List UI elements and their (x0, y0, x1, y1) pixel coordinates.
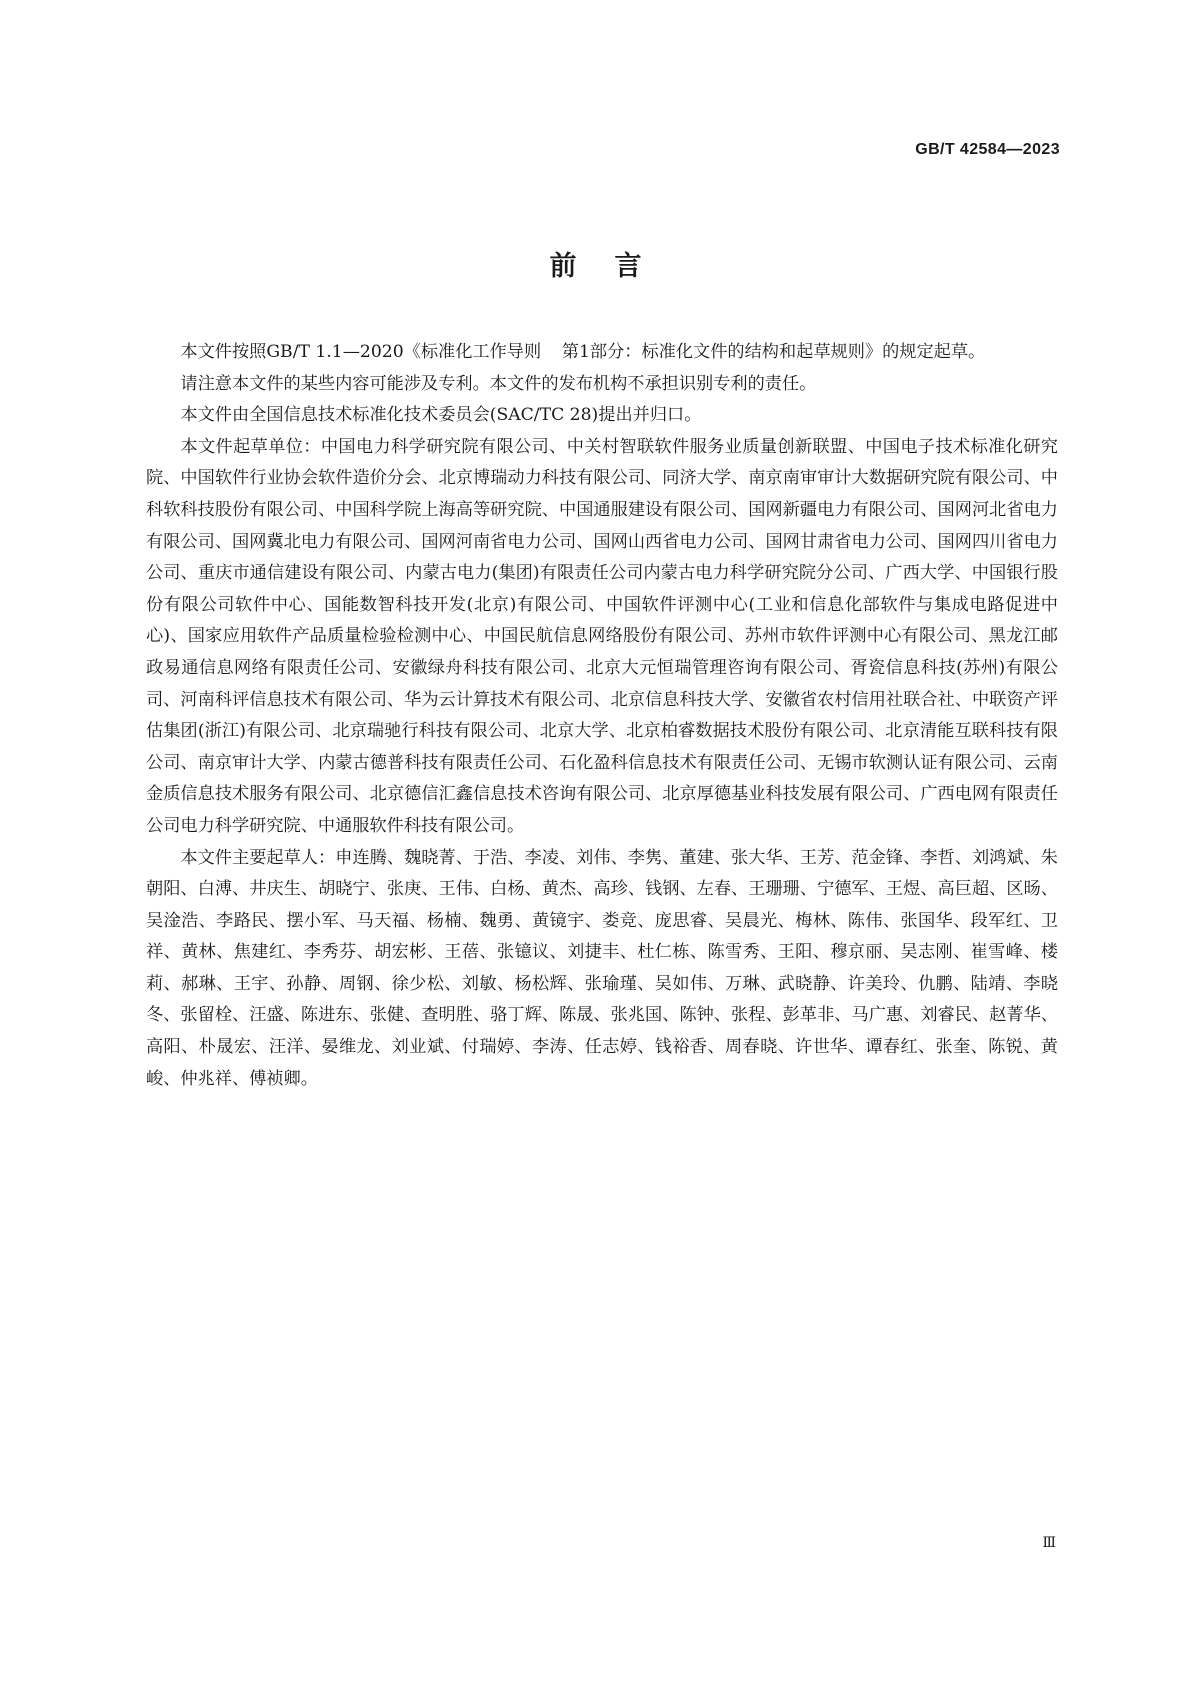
paragraph-patent-notice: 请注意本文件的某些内容可能涉及专利。本文件的发布机构不承担识别专利的责任。 (180, 373, 817, 394)
page-title: 前言 (549, 251, 680, 282)
paragraph-drafting-rules-part1: 本文件按照GB/T 1.1—2020《标准化工作导则 (180, 342, 542, 362)
page-number: Ⅲ (1042, 1535, 1056, 1551)
document-body (146, 337, 1058, 1095)
paragraph-drafting-rules-part2: 第1部分：标准化文件的结构和起草规则》的规定起草。 (561, 342, 986, 362)
paragraph-drafting-organizations: 本文件起草单位：中国电力科学研究院有限公司、中关村智联软件服务业质量创新联盟、中国电子技术标准化研究院、中国软件行业协会软件造价分会、北京博瑞动力科技有限公司、同济大学、南京南审审计大数据研究院有限公司、中科软科技股份有限公司、中国科学院上海高等研究院、中国通服建设有限公司、国网新疆电力有限公司、国网河北省电力有限公司、国网冀北电力有限公司、国网河南省电力公司、国网山西省电力公司、国网甘肃省电力公司、国网四川省电力公司、重庆市通信建设有限公司、内蒙古电力(集团)有限责任公司内蒙古电力科学研究院分公司、广西大学、中国银行股份有限公司软件中心、国能数智科技开发(北京)有限公司、中国软件评测中心(工业和信息化部软件与集成电路促进中心)、国家应用软件产品质量检验检测中心、中国民航信息网络股份有限公司、苏州市软件评测中心有限公司、黑龙江邮政易通信息网络有限责任公司、安徽绿舟科技有限公司、北京大元恒瑞管理咨询有限公司、胥瓷信息科技(苏州)有限公司、河南科评信息技术有限公司、华为云计算技术有限公司、北京信息科技大学、安徽省农村信用社联合社、中联资产评估集团(浙江)有限公司、北京瑞驰行科技有限公司、北京大学、北京柏睿数据技术股份有限公司、北京清能互联科技有限公司、南京审计大学、内蒙古德普科技有限责任公司、石化盈科信息技术有限责任公司、无锡市软测认证有限公司、云南金质信息技术服务有限公司、北京德信汇鑫信息技术咨询有限公司、北京厚德基业科技发展有限公司、广西电网有限责任公司电力科学研究院、中通服软件科技有限公司。 (146, 436, 1058, 836)
paragraph-drafting-rules (146, 337, 1058, 369)
standard-number: GB/T 42584—2023 (915, 141, 1060, 158)
paragraph-proposer: 本文件由全国信息技术标准化技术委员会(SAC/TC 28)提出并归口。 (180, 405, 702, 426)
paragraph-drafters: 本文件主要起草人：申连腾、魏晓菁、于浩、李凌、刘伟、李隽、董建、张大华、王芳、范金锋、李哲、刘鸿斌、朱朝阳、白溥、井庆生、胡晓宁、张庚、王伟、白杨、黄杰、高珍、钱钢、左春、王珊珊、宁德军、王煜、高巨超、区旸、吴淦浩、李路民、摆小军、马天福、杨楠、魏勇、黄镜宇、娄竞、庞思睿、吴晨光、梅林、陈伟、张国华、段军红、卫祥、黄林、焦建红、李秀芬、胡宏彬、王蓓、张镱议、刘捷丰、杜仁栋、陈雪秀、王阳、穆京丽、吴志刚、崔雪峰、楼莉、郝琳、王宇、孙静、周钢、徐少松、刘敏、杨松辉、张瑜瑾、吴如伟、万琳、武晓静、许美玲、仇鹏、陆靖、李晓冬、张留栓、汪盛、陈进东、张健、查明胜、骆丁辉、陈晟、张兆国、陈钟、张程、彭革非、马广惠、刘睿民、赵菁华、高阳、朴晟宏、汪洋、晏维龙、刘业斌、付瑞婷、李涛、任志婷、钱裕香、周春晓、许世华、谭春红、张奎、陈锐、黄峻、仲兆祥、傅祯卿。 (146, 847, 1058, 1089)
